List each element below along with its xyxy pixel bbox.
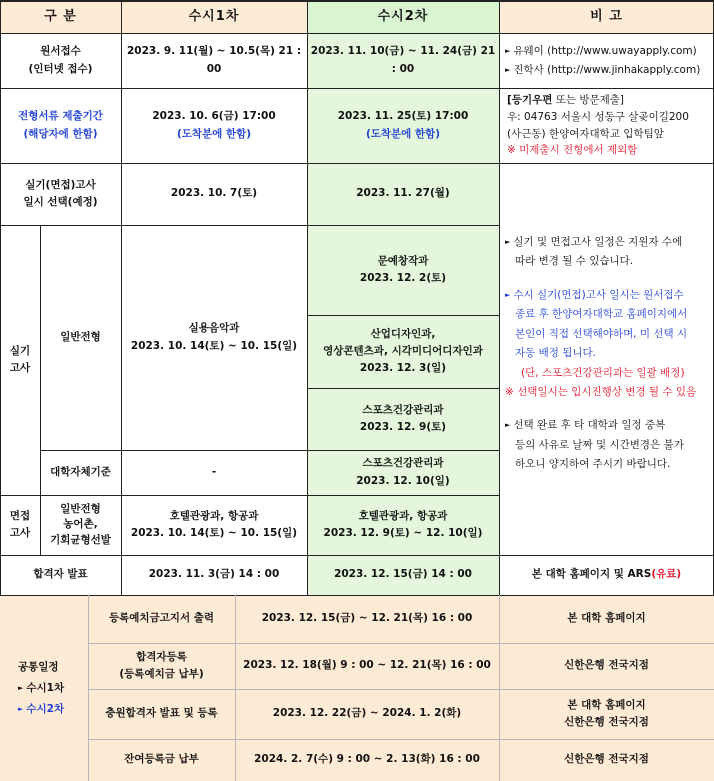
announcement-remark: [499, 555, 714, 595]
interview-type-line1: 일반전형: [60, 503, 101, 516]
common-row2-date: [235, 643, 499, 689]
common-col-divider: [235, 595, 236, 781]
interview-round2-date: 2023. 12. 9(토) ~ 12. 10(일): [323, 527, 483, 539]
triangle-bullet-icon: ►: [505, 421, 511, 430]
common-row2-place: [499, 643, 714, 689]
documents-remark-line3: (사근동) 한양여자대학교 입학팀앞: [507, 127, 664, 140]
announcement-round2: [307, 555, 499, 595]
announcement-round1: [121, 555, 307, 595]
exam-note-3: [505, 416, 684, 474]
application-label-line2: (인터넷 접수): [28, 62, 93, 75]
interview-group-label: [0, 495, 40, 555]
triangle-bullet-icon: ►: [505, 46, 511, 55]
documents-remark-line1: [507, 92, 624, 109]
common-row3-place-line2: 신한은행 전국지점: [564, 716, 649, 728]
common-row1-place: [499, 595, 714, 643]
practical-round2-date-1: 2023. 12. 2(토): [359, 272, 447, 284]
common-row2-item: [88, 643, 235, 689]
jinhak-link[interactable]: [505, 61, 700, 80]
common-row1-item: [88, 595, 235, 643]
announcement-label: [0, 555, 121, 595]
header-round2: [307, 0, 499, 33]
practical-university-round2-date: 2023. 12. 10(일): [356, 474, 450, 487]
practical-round1-dept: 실용음악과: [188, 322, 240, 335]
common-round2: [18, 699, 64, 720]
interview-type-line3: 기회균형선발: [50, 533, 111, 546]
exam-note-3-line1: [505, 419, 665, 431]
triangle-bullet-icon: ►: [505, 65, 511, 74]
practical-round2-dept-1: 문예창작과: [377, 254, 429, 267]
practical-round2-dept-2a: 산업디자인과,: [370, 327, 436, 340]
col-divider: [307, 0, 308, 595]
header-remarks-text: 비 고: [590, 8, 623, 24]
application-label: [0, 33, 121, 88]
col-divider: [40, 225, 41, 555]
practical-select-round1: [121, 163, 307, 225]
common-round1-text: 수시1차: [26, 681, 65, 694]
practical-round2-item-3: [307, 388, 499, 450]
header-round2-text: 수시2차: [377, 8, 429, 24]
documents-round1-date: 2023. 10. 6(금) 17:00: [152, 110, 276, 123]
practical-general-round1: [121, 225, 307, 450]
common-row1-item-text: 등록예치금고지서 출력: [108, 612, 215, 625]
documents-round2-note: (도착분에 한함): [365, 127, 441, 140]
common-row1-date: [235, 595, 499, 643]
row-divider: [0, 225, 499, 226]
uway-url: (http://www.uwayapply.com): [547, 44, 697, 57]
announcement-remark-text: [532, 566, 681, 583]
exam-note-2-line2: 종료 후 한양여자대학교 홈페이지에서: [515, 308, 688, 321]
announcement-round1-date: 2023. 11. 3(금) 14 : 00: [148, 568, 280, 581]
header-divider: [0, 33, 714, 34]
common-schedule-label: [0, 595, 88, 781]
common-col-divider: [88, 595, 89, 781]
uway-name: 유웨이: [513, 44, 544, 57]
practical-exam-group-label: [0, 225, 40, 495]
exam-note-3-line2: 등의 사유로 날짜 및 시간변경은 불가: [515, 438, 684, 451]
exam-note-2-line1: [505, 289, 684, 301]
uway-link[interactable]: [505, 42, 697, 61]
registered-mail-label: [등기우편: [507, 93, 553, 106]
practical-general-text: 일반전형: [60, 330, 101, 343]
common-row4-place-text: 신한은행 전국지점: [564, 753, 649, 766]
common-row4-place: [499, 739, 714, 781]
common-row3-date-text: 2023. 12. 22(금) ~ 2024. 1. 2(화): [272, 707, 462, 720]
header-category-text: 구 분: [44, 8, 77, 24]
common-row3-item: [88, 689, 235, 739]
common-row2-place-text: 신한은행 전국지점: [564, 659, 649, 672]
exam-note-3-line3: 하오니 양지하여 주시기 바랍니다.: [515, 458, 671, 471]
common-row4-date-text: 2024. 2. 7(수) 9 : 00 ~ 2. 13(화) 16 : 00: [254, 753, 480, 766]
practical-round2-item-2: [307, 315, 499, 388]
common-divider: [88, 689, 714, 690]
announcement-label-text: 합격자 발표: [33, 568, 88, 581]
col-divider: [121, 0, 122, 595]
documents-remarks: [499, 88, 714, 163]
documents-round1-note: (도착분에 한함): [176, 127, 252, 140]
practical-university-round2: [307, 450, 499, 495]
row-divider: [0, 88, 714, 89]
interview-round2-dept: 호텔관광과, 항공과: [358, 509, 448, 522]
exam-note-2-text1: 수시 실기(면접)고사 일시는 원서접수: [513, 288, 684, 301]
exam-note-1-line1: [505, 236, 682, 248]
practical-general-label: [40, 225, 121, 450]
common-divider: [88, 739, 714, 740]
common-row3-place: [499, 689, 714, 739]
practical-round2-date-2: 2023. 12. 3(일): [359, 362, 447, 375]
header-round1: [121, 0, 307, 33]
visit-label: 또는 방문제출]: [552, 93, 625, 106]
interview-label-line1: 면접: [9, 509, 31, 522]
row-divider: [307, 388, 499, 389]
exam-note-3-text1: 선택 완료 후 타 대학과 일정 중복: [513, 419, 666, 432]
practical-round2-date-3: 2023. 12. 9(토): [359, 421, 447, 433]
common-row2-item-line2: (등록예치금 납부): [119, 668, 204, 680]
application-round2-date: 2023. 11. 10(금) ~ 11. 24(금) 21 : 00: [310, 45, 496, 75]
common-label-text: 공통일정: [18, 660, 59, 673]
application-round2: [307, 33, 499, 88]
interview-round1-date: 2023. 10. 14(토) ~ 10. 15(일): [130, 527, 298, 539]
table-border-top: [0, 0, 714, 2]
common-row4-item-text: 잔여등록금 납부: [124, 753, 199, 766]
documents-round1: [121, 88, 307, 163]
announcement-remark-main: 본 대학 홈페이지 및 ARS: [531, 568, 652, 581]
documents-label-line2: (해당자에 한함): [23, 127, 98, 140]
common-row3-item-text: 충원합격자 발표 및 등록: [105, 707, 218, 720]
practical-select-label-line1: 실기(면접)고사: [25, 178, 96, 191]
interview-round2: [307, 495, 499, 555]
practical-round2-dept-2b: 영상콘텐츠과, 시각미디어디자인과: [323, 344, 483, 357]
application-label-line1: 원서접수: [40, 45, 81, 58]
documents-remark-line2: 우: 04763 서울시 성동구 살곶이길200: [507, 110, 689, 123]
common-divider: [88, 643, 714, 644]
interview-round1: [121, 495, 307, 555]
documents-remark-line4: ※ 미제출시 전형에서 제외함: [507, 144, 638, 157]
announcement-round2-date: 2023. 12. 15(금) 14 : 00: [334, 568, 472, 581]
common-row2-item-line1: 합격자등록: [136, 650, 187, 663]
header-category: [0, 0, 121, 33]
common-row1-date-text: 2023. 12. 15(금) ~ 12. 21(목) 16 : 00: [261, 612, 473, 625]
common-row3-place-line1: 본 대학 홈페이지: [567, 698, 646, 711]
documents-label-line1: 전형서류 제출기간: [18, 110, 103, 123]
triangle-bullet-icon: ►: [505, 238, 511, 246]
row-divider: [40, 450, 499, 451]
triangle-bullet-icon: ►: [18, 704, 24, 713]
announcement-remark-paid: (유료): [651, 568, 682, 581]
header-round1-text: 수시1차: [188, 8, 240, 24]
exam-note-2-line4: 자동 배정 됩니다.: [515, 347, 597, 360]
practical-select-label-line2: 일시 선택(예정): [23, 196, 98, 208]
exam-note-1-text1: 실기 및 면접고사 일정은 지원자 수에: [513, 236, 683, 248]
practical-exam-label-line1: 실기: [9, 344, 31, 357]
interview-round1-dept: 호텔관광과, 항공과: [169, 509, 259, 522]
documents-round2: [307, 88, 499, 163]
common-row4-item: [88, 739, 235, 781]
row-divider: [0, 163, 714, 164]
practical-round1-date: 2023. 10. 14(토) ~ 10. 15(일): [130, 339, 298, 352]
common-col-divider: [499, 595, 500, 781]
exam-note-2-line5: (단, 스포츠건강관리과는 일괄 배정): [521, 366, 685, 379]
exam-note-2: [505, 286, 696, 403]
header-remarks: [499, 0, 714, 33]
col-divider: [499, 0, 500, 595]
interview-type-line2: 농어촌,: [63, 518, 98, 531]
exam-notes: [499, 163, 714, 555]
application-round1: [121, 33, 307, 88]
common-round1: [18, 678, 64, 699]
exam-note-1: [505, 233, 682, 272]
common-round2-text: 수시2차: [26, 702, 65, 715]
practical-university-text: 대학자체기준: [50, 465, 111, 478]
practical-select-label: [0, 163, 121, 225]
documents-round2-date: 2023. 11. 25(토) 17:00: [337, 110, 469, 123]
practical-university-round1: [121, 450, 307, 495]
application-round1-date: 2023. 9. 11(월) ~ 10.5(목) 21 : 00: [126, 45, 302, 75]
practical-select-round2-date: 2023. 11. 27(월): [356, 187, 450, 200]
practical-university-round2-dept: 스포츠건강관리과: [362, 457, 444, 470]
practical-select-round2: [307, 163, 499, 225]
practical-exam-label-line2: 고사: [9, 362, 31, 374]
common-row4-date: [235, 739, 499, 781]
row-divider: [307, 315, 499, 316]
exam-note-1-line2: 따라 변경 될 수 있습니다.: [515, 255, 634, 268]
common-row2-date-text: 2023. 12. 18(월) 9 : 00 ~ 12. 21(목) 16 : 00: [243, 659, 491, 672]
common-row1-place-text: 본 대학 홈페이지: [567, 612, 646, 625]
interview-label-line2: 고사: [9, 527, 31, 539]
jinhak-name: 진학사: [513, 63, 544, 76]
application-links: [499, 33, 714, 88]
exam-note-2-line3: 본인이 직접 선택해야하며, 미 선택 시: [515, 327, 688, 340]
practical-round2-item-1: [307, 225, 499, 315]
row-divider: [0, 495, 499, 496]
row-divider: [0, 595, 714, 596]
practical-university-round1-value: -: [211, 465, 217, 478]
documents-label: [0, 88, 121, 163]
jinhak-url: (http://www.jinhakapply.com): [547, 63, 701, 76]
practical-university-label: [40, 450, 121, 495]
interview-type-label: [40, 495, 121, 555]
exam-note-2-line6: ※ 선택일시는 입시진행상 변경 될 수 있음: [505, 385, 697, 398]
triangle-bullet-icon: ►: [505, 290, 511, 299]
row-divider: [0, 555, 714, 556]
practical-round2-dept-3: 스포츠건강관리과: [362, 403, 444, 416]
col-divider: [0, 0, 1, 595]
triangle-bullet-icon: ►: [18, 683, 24, 692]
practical-select-round1-date: 2023. 10. 7(토): [170, 187, 258, 200]
common-row3-date: [235, 689, 499, 739]
